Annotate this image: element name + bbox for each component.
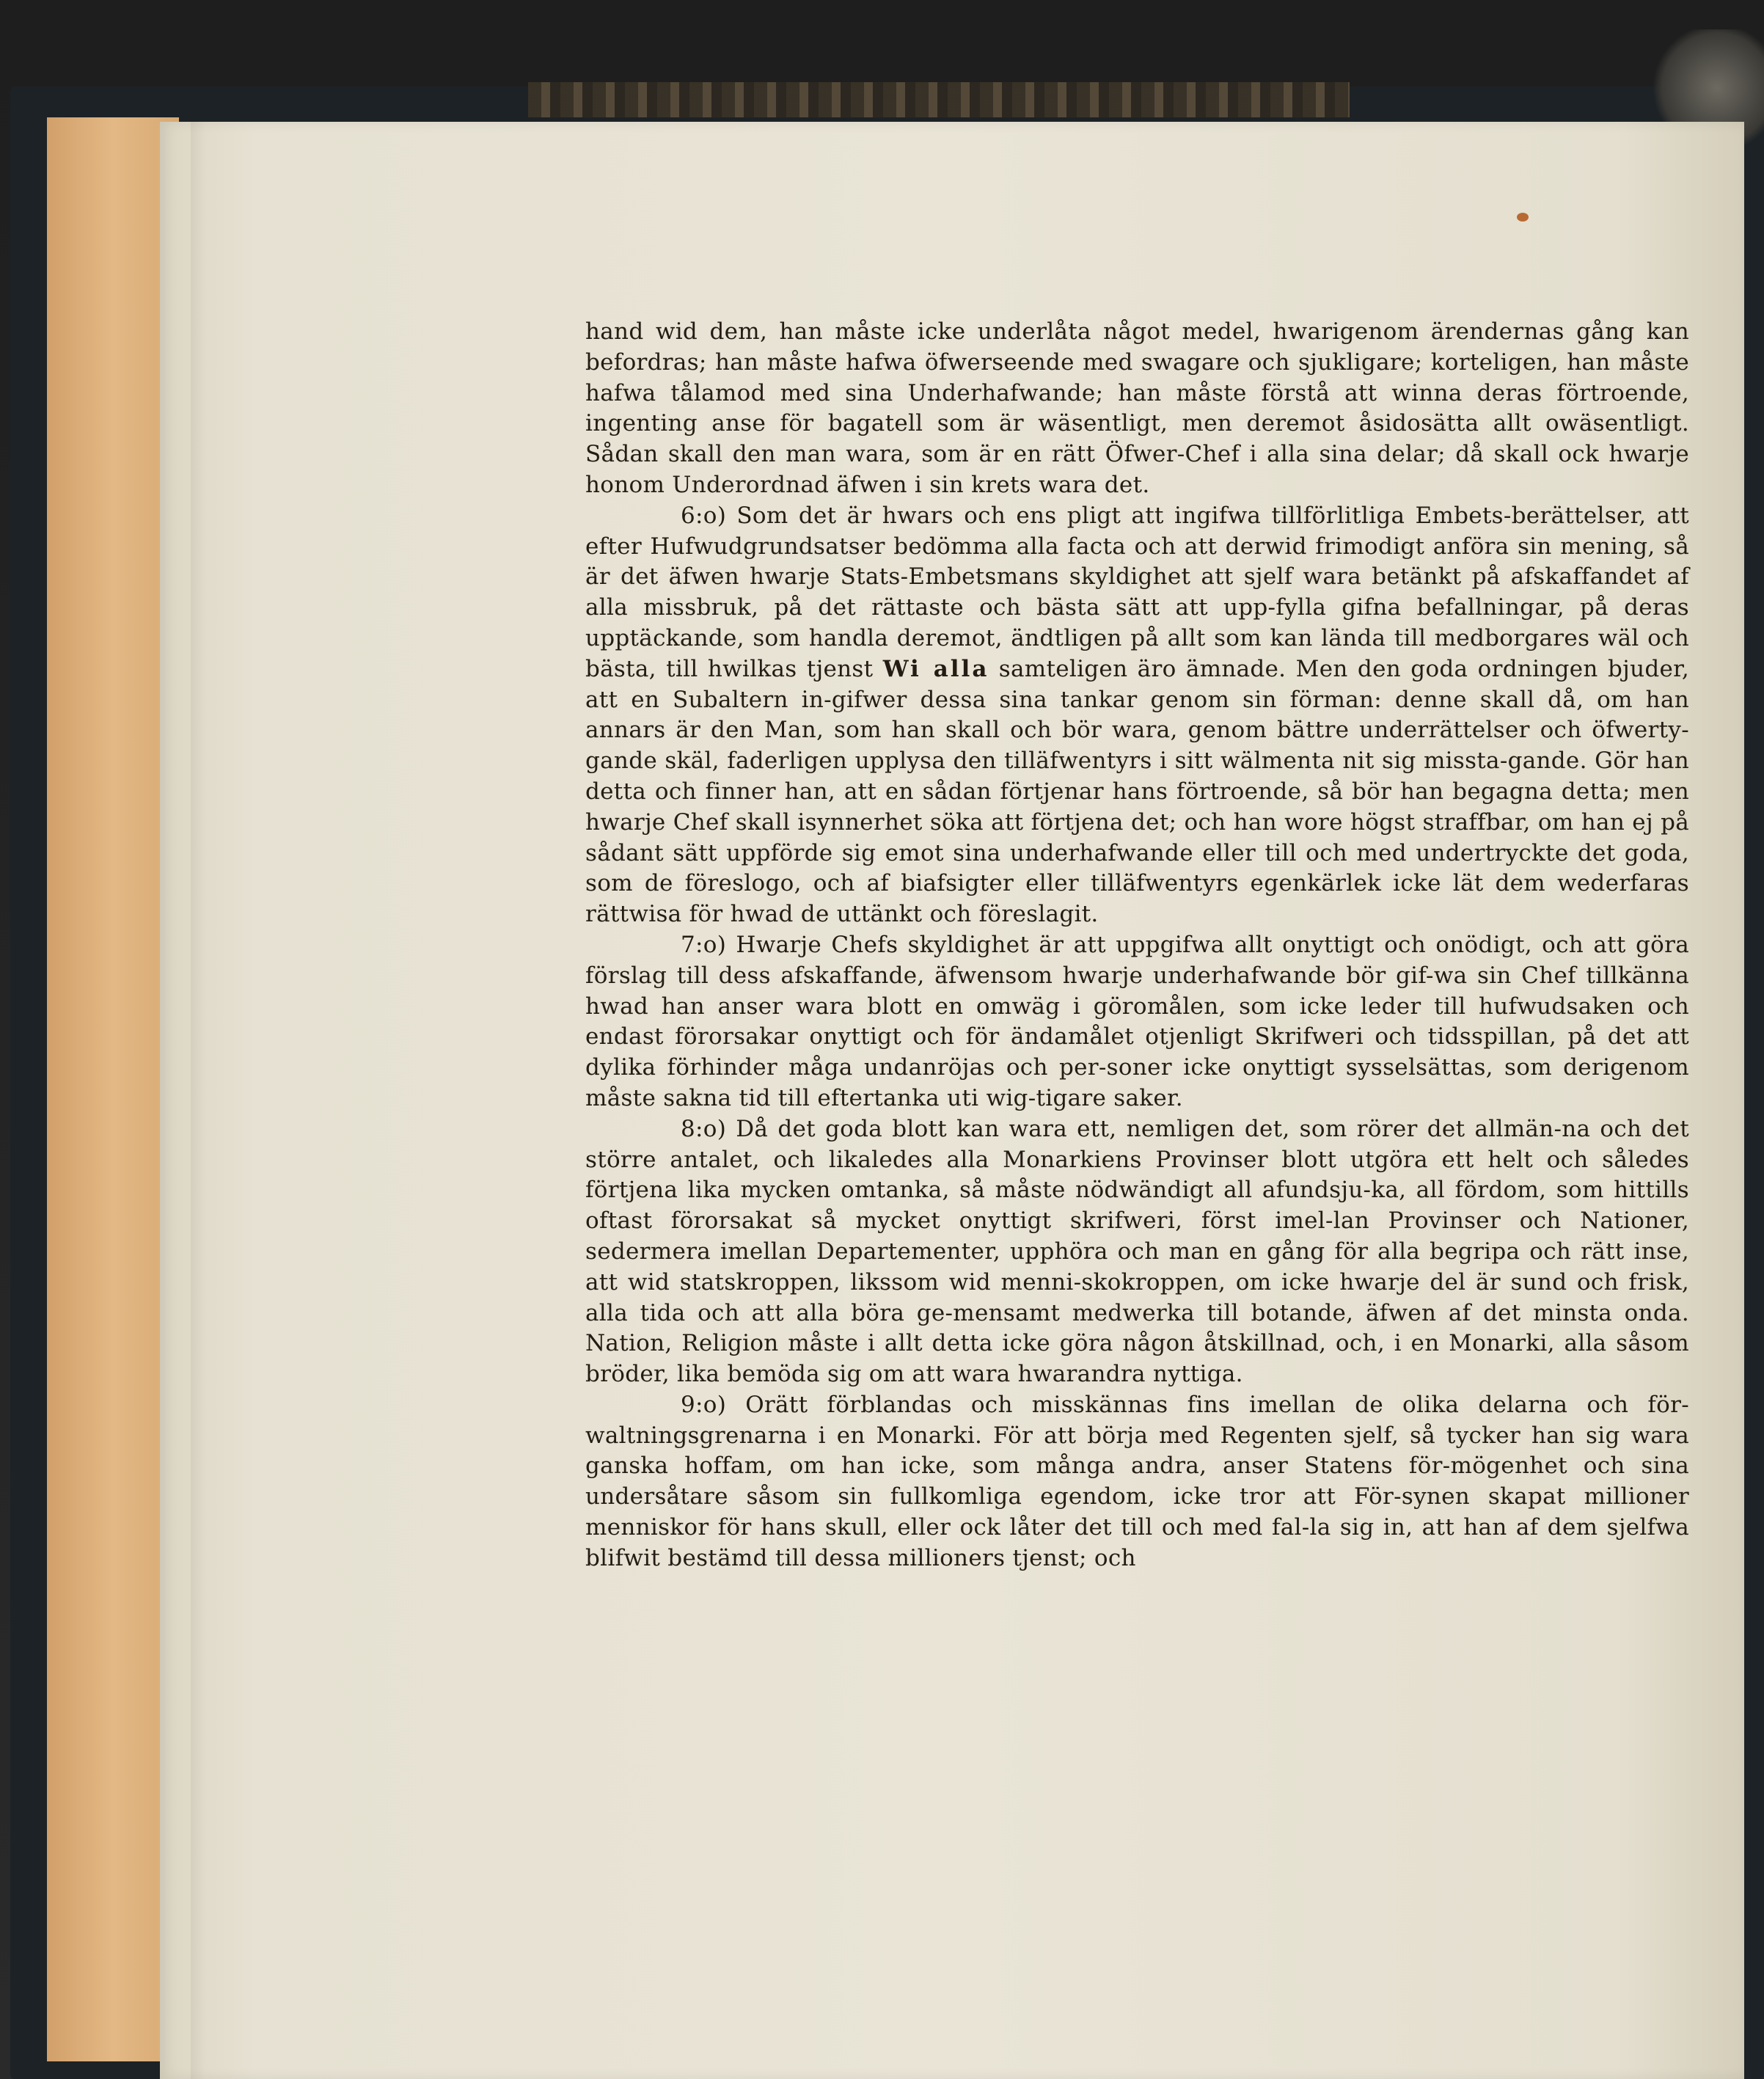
- paragraph-6-text-after: samteligen äro ämnade. Men den goda ordningen bjuder, att en Subaltern in-gifwer dessa sina tankar genom sin förman: denne skall då, om han annars är den Man, som han skall och bör wara, genom bättre underrättelser och öfwerty-gande skäl, faderligen upplysa den tilläfwentyrs i sitt wälmenta nit sig missta-gande. Gör han detta och finner han, att en sådan förtjenar hans förtroende, så bör han begagna detta; men hwarje Chef skall isynnerhet söka att förtjena det; och han wore högst straffbar, om han ej på sådant sätt uppförde sig emot sina underhafwande eller till och med undertryckte det goda, som de föreslogo, och af biafsigter eller tilläfwentyrs egenkärlek icke lät dem wederfaras rättwisa för hwad de uttänkt och föreslagit.: [585, 655, 1689, 928]
- paragraph-continuation: hand wid dem, han måste icke underlåta något medel, hwarigenom ärendernas gång kan befordras; han måste hafwa öfwerseende med swagare och sjukligare; korteligen, han måste hafwa tålamod med sina Underhafwande; han måste förstå att winna deras förtroende, ingenting anse för bagatell som är wäsentligt, men deremot åsidosätta allt owäsentligt. Sådan skall den man wara, som är en rätt Öfwer-Chef i alla sina delar; då skall ock hwarje honom Underordnad äfwen i sin krets wara det.: [585, 318, 1689, 498]
- paragraph-6: [585, 501, 1689, 930]
- paragraph-8: 8:o) Då det goda blott kan wara ett, nemligen det, som rörer det allmän-na och det större antalet, och likaledes alla Monarkiens Provinser blott utgöra ett helt och således förtjena lika mycken omtanka, så måste nödwändigt all afundsju-ka, all fördom, som hittills oftast förorsakat så mycket onyttigt skrifweri, först imel-lan Provinser och Nationer, sedermera imellan Departementer, upphöra och man en gång för alla begripa och rätt inse, att wid statskroppen, likssom wid menni-skokroppen, om icke hwarje del är sund och frisk, alla tida och att alla böra ge-mensamt medwerka till botande, äfwen af det minsta onda. Nation, Religion måste i allt detta icke göra någon åtskillnad, och, i en Monarki, alla såsom bröder, lika bemöda sig om att wara hwarandra nyttiga.: [585, 1115, 1689, 1388]
- paragraph-7: 7:o) Hwarje Chefs skyldighet är att uppgifwa allt onyttigt och onödigt, och att göra förslag till dess afskaffande, äfwensom hwarje underhafwande bör gif-wa sin Chef tillkänna hwad han anser wara blott en omwäg i göromålen, som icke leder till hufwudsaken och endast förorsakar onyttigt och för ändamålet otjenligt Skrifweri och tidsspillan, på det att dylika förhinder måga undanröjas och per-soner icke onyttigt sysselsättas, som derigenom måste sakna tid till eftertanka uti wig-tigare saker.: [585, 931, 1689, 1111]
- page-gutter-shadow: [191, 122, 205, 2079]
- paragraph-6-text-before: 6:o) Som det är hwars och ens pligt att ingifwa tillförlitliga Embets-berättelser, att efter Hufwudgrundsatser bedömma alla facta och att derwid frimodigt anföra sin mening, så är det äfwen hwarje Stats-Embetsmans skyldighet att sjelf wara betänkt på afskaffandet af alla missbruk, på det rättaste och bästa sätt att upp-fylla gifna befallningar, på deras upptäckande, som handla deremot, ändtligen på allt som kan lända till medborgares wäl och bästa, till hwilkas tjenst: [585, 502, 1689, 682]
- book-spine-edge: [528, 82, 1350, 117]
- back-page-edge: [47, 117, 179, 2061]
- paragraph-9: 9:o) Orätt förblandas och misskännas fins imellan de olika delarna och för-waltningsgrenarna i en Monarki. För att börja med Regenten sjelf, så tycker han sig wara ganska hoffam, om han icke, som många andra, anser Statens för-mögenhet och sina undersåtare såsom sin fullkomliga egendom, icke tror att För-synen skapat millioner menniskor för hans skull, eller ock låter det till och med fal-la sig in, att han af dem sjelfwa blifwit bestämd till dessa millioners tjenst; och: [585, 1391, 1689, 1571]
- page-text-block: [585, 317, 1689, 1574]
- paper-fleck: [1517, 213, 1529, 222]
- paragraph-6-emphasis: Wi alla: [882, 655, 989, 682]
